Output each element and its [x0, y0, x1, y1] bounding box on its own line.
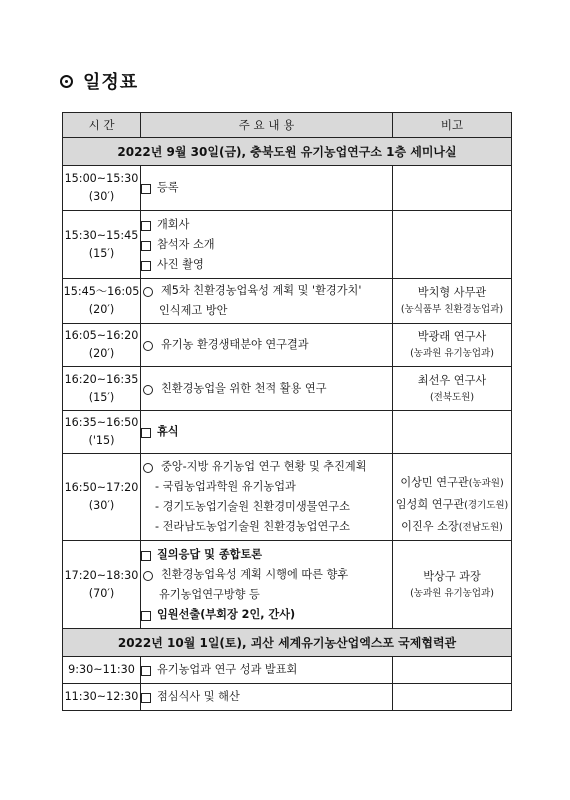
- circle-bullet-icon: [143, 571, 153, 581]
- time-range: 9:30~11:30: [63, 657, 141, 684]
- content-cell: [141, 411, 393, 454]
- sub-item: - 전라남도농업기술원 친환경농업연구소: [155, 520, 350, 533]
- table-row: [63, 279, 512, 324]
- time-cell: [63, 279, 141, 324]
- note-cell: [393, 324, 512, 367]
- item-text-continued: 인식제고 방안: [159, 304, 228, 317]
- content-cell: [141, 166, 393, 211]
- duration: (15′): [88, 246, 115, 260]
- item-text: 임원선출(부회장 2인, 간사): [157, 607, 296, 621]
- checkbox-icon: [141, 184, 151, 194]
- checkbox-icon: [141, 551, 151, 561]
- presenter-name: 박치형 사무관: [417, 286, 487, 299]
- time-cell: [63, 411, 141, 454]
- presenter-org: (농과원): [468, 478, 504, 489]
- time-range: 15:00~15:30: [64, 172, 139, 185]
- checkbox-icon: [141, 221, 151, 231]
- title-row: [60, 68, 138, 94]
- sub-item: - 국립농업과학원 유기농업과: [155, 480, 296, 493]
- note-cell: [393, 541, 512, 629]
- day2-date: 2022년 10월 1일(토), 괴산 세계유기농산업엑스포 국제협력관: [63, 629, 512, 657]
- duration: (30′): [88, 499, 115, 512]
- presenter-org: (전북도원): [429, 391, 475, 403]
- time-range: 11:30~12:30: [63, 684, 141, 711]
- header-content: 주 요 내 용: [141, 113, 393, 138]
- item-text: 개회사: [157, 217, 190, 231]
- table-row: [63, 541, 512, 629]
- page-title: 일정표: [83, 72, 139, 93]
- note-cell: [393, 454, 512, 541]
- circle-bullet-icon: [143, 385, 153, 395]
- content-cell: [141, 279, 393, 324]
- duration: ('15): [88, 434, 115, 447]
- note-cell: [393, 657, 512, 684]
- time-range: 16:05~16:20: [64, 329, 139, 342]
- content-cell: [141, 324, 393, 367]
- content-cell: [141, 541, 393, 629]
- table-row: [63, 454, 512, 541]
- table-row: [63, 411, 512, 454]
- duration: (20′): [88, 303, 115, 316]
- table-row: [63, 166, 512, 211]
- time-cell: [63, 454, 141, 541]
- bullet-circle-icon: [60, 75, 73, 88]
- time-range: 16:35~16:50: [64, 416, 139, 429]
- table-row: [63, 324, 512, 367]
- circle-bullet-icon: [143, 341, 153, 351]
- time-range: 15:30~15:45: [64, 228, 139, 242]
- checkbox-icon: [141, 611, 151, 621]
- content-cell: [141, 657, 393, 684]
- time-range: 17:20~18:30: [64, 568, 139, 582]
- item-text: 사진 촬영: [157, 257, 204, 271]
- day1-date-row: [63, 138, 512, 166]
- duration: (20′): [88, 347, 115, 360]
- item-text: 중앙-지방 유기농업 연구 현황 및 추진계획: [161, 460, 367, 473]
- time-range: 16:50~17:20: [64, 481, 139, 494]
- circle-bullet-icon: [143, 287, 153, 297]
- presenter-name: 이상민 연구관: [400, 476, 469, 489]
- schedule-table: [62, 112, 512, 711]
- presenter-org: (경기도원): [464, 500, 509, 511]
- item-text: 친환경농업을 위한 천적 활용 연구: [161, 381, 327, 395]
- note-cell: [393, 684, 512, 711]
- note-cell: [393, 279, 512, 324]
- item-text-continued: 유기농업연구방향 등: [159, 587, 260, 601]
- header-note: 비고: [393, 113, 512, 138]
- time-cell: [63, 367, 141, 411]
- time-range: 16:20~16:35: [64, 372, 139, 386]
- note-cell: [393, 211, 512, 279]
- item-text: 점심식사 및 해산: [157, 690, 240, 703]
- content-cell: [141, 367, 393, 411]
- circle-bullet-icon: [143, 463, 153, 473]
- header-time: 시 간: [63, 113, 141, 138]
- presenter-name: 박상구 과장: [423, 569, 481, 583]
- item-text: 참석자 소개: [157, 237, 215, 251]
- content-cell: [141, 454, 393, 541]
- presenter-org: (전남도원): [458, 522, 503, 533]
- table-row: [63, 684, 512, 711]
- presenter-name: 박광래 연구사: [417, 330, 487, 343]
- sub-item: - 경기도농업기술원 친환경미생물연구소: [155, 500, 350, 513]
- item-text: 친환경농업육성 계획 시행에 따른 향후: [161, 567, 349, 581]
- presenter-name: 임성희 연구관: [395, 498, 465, 511]
- time-cell: [63, 211, 141, 279]
- item-text: 질의응답 및 종합토론: [157, 547, 263, 561]
- day1-date: 2022년 9월 30일(금), 충북도원 유기농업연구소 1층 세미나실: [63, 138, 512, 166]
- duration: (70′): [88, 586, 115, 600]
- checkbox-icon: [141, 693, 151, 703]
- presenter-org: (농식품부 친환경농업과): [400, 304, 504, 315]
- note-cell: [393, 166, 512, 211]
- presenter-org: (농과원 유기농업과): [410, 348, 494, 359]
- table-row: [63, 211, 512, 279]
- table-row: [63, 657, 512, 684]
- note-cell: [393, 367, 512, 411]
- checkbox-icon: [141, 428, 151, 438]
- time-cell: [63, 324, 141, 367]
- duration: (15′): [88, 390, 115, 404]
- item-text: 유기농 환경생태분야 연구결과: [161, 338, 309, 351]
- checkbox-icon: [141, 666, 151, 676]
- presenter-name: 이진우 소장: [401, 520, 459, 533]
- time-cell: [63, 541, 141, 629]
- time-range: 15:45～16:05: [63, 285, 140, 298]
- item-text: 제5차 친환경농업육성 계획 및 '환경가치': [161, 284, 362, 297]
- header-row: [63, 113, 512, 138]
- presenter-org: (농과원 유기농업과): [410, 587, 494, 599]
- content-cell: [141, 684, 393, 711]
- checkbox-icon: [141, 261, 151, 271]
- table-row: [63, 367, 512, 411]
- checkbox-icon: [141, 241, 151, 251]
- duration: (30′): [88, 190, 115, 203]
- presenter-name: 최선우 연구사: [417, 373, 487, 387]
- note-cell: [393, 411, 512, 454]
- item-text: 등록: [157, 181, 179, 194]
- item-text: 유기농업과 연구 성과 발표회: [157, 663, 298, 676]
- content-cell: [141, 211, 393, 279]
- item-text: 휴식: [157, 425, 179, 438]
- time-cell: [63, 166, 141, 211]
- day2-date-row: [63, 629, 512, 657]
